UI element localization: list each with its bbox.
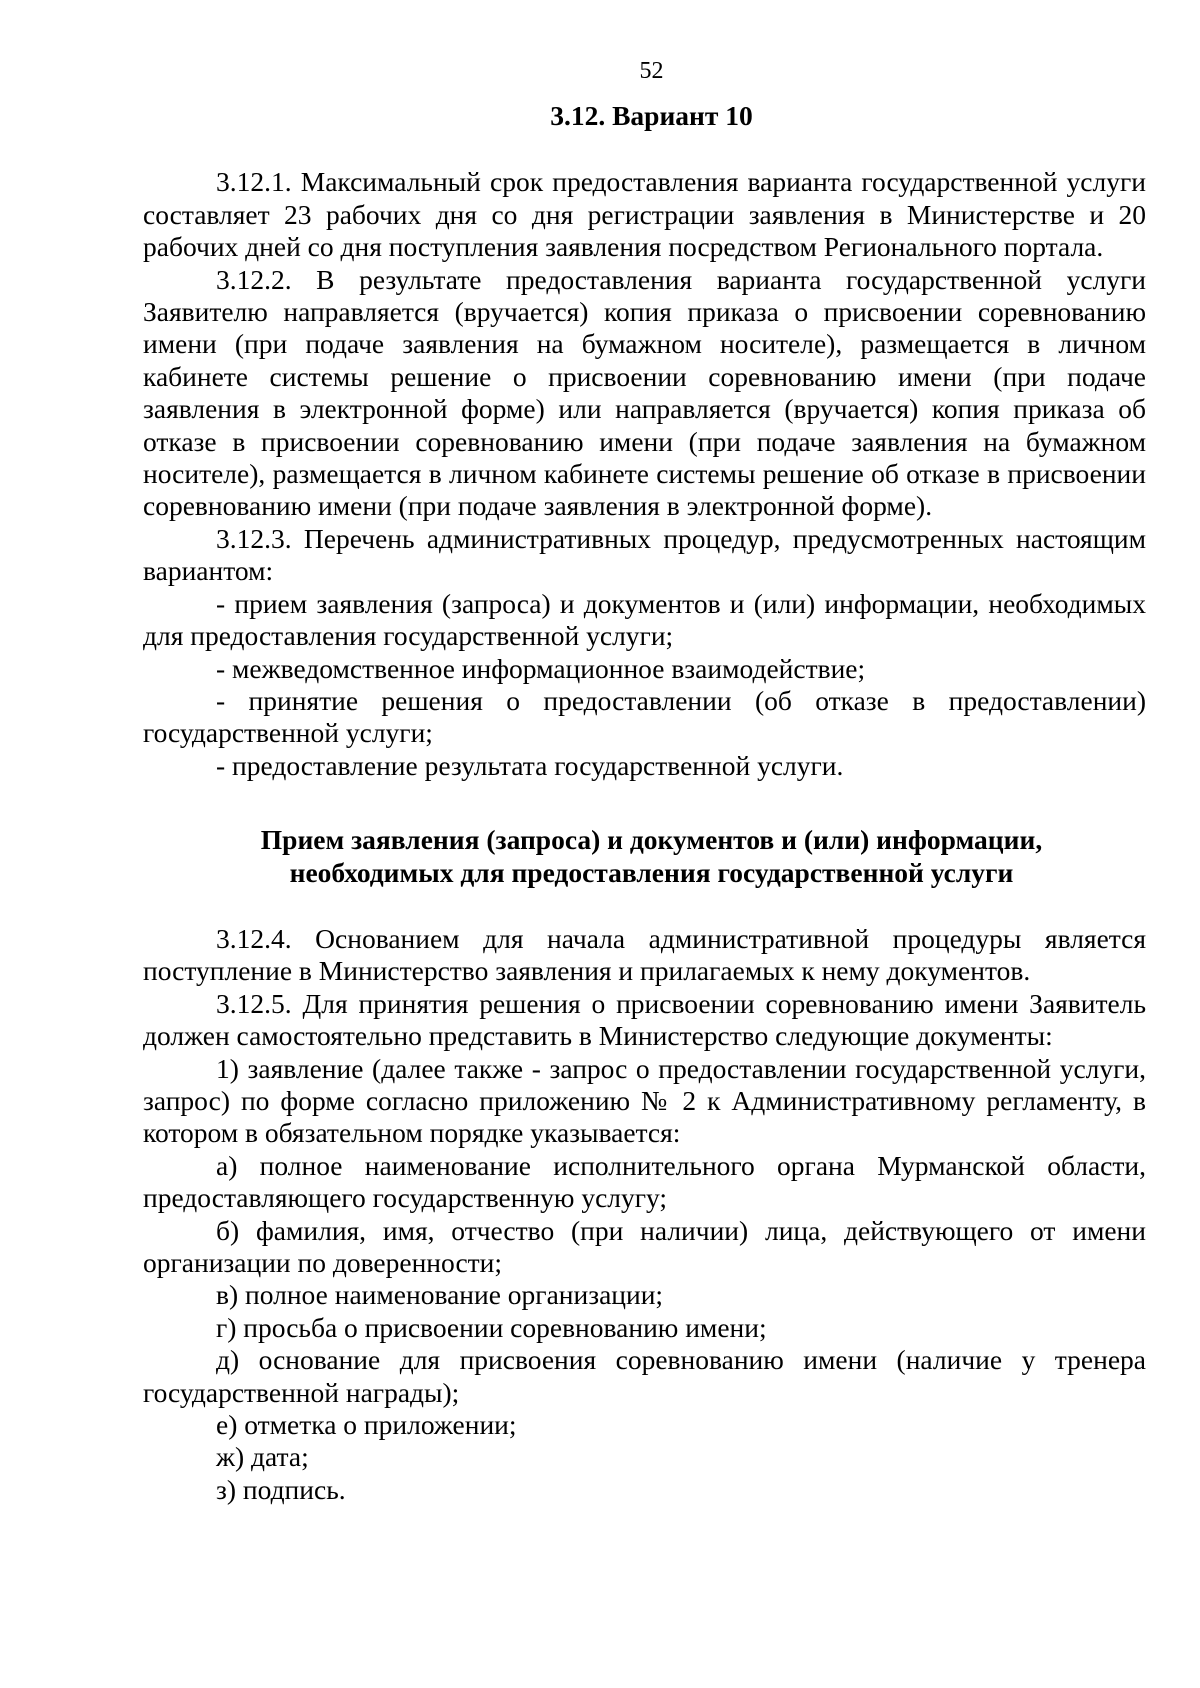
page-number: 52 — [639, 58, 664, 84]
section-title: 3.12. Вариант 10 — [550, 100, 753, 131]
paragraph-3-12-4: 3.12.4. Основанием для начала административной процедуры является поступление в Министерство заявления и прилагаемых к нему документов. — [143, 922, 1146, 987]
list-item-b: б) фамилия, имя, отчество (при наличии) лица, действующего от имени организации по доверенности; — [143, 1214, 1146, 1278]
list-item-e: е) отметка о приложении; — [216, 1409, 517, 1441]
list-item-g: г) просьба о присвоении соревнованию имени; — [216, 1311, 767, 1343]
list-item-z: з) подпись. — [216, 1473, 346, 1505]
list-item-d: д) основание для присвоения соревнованию имени (наличие у тренера государственной награды); — [143, 1344, 1146, 1408]
list-item-a: а) полное наименование исполнительного органа Мурманской области, предоставляющего государственную услугу; — [143, 1149, 1146, 1214]
list-item-procedure-3: - принятие решения о предоставлении (об отказе в предоставлении) государственной услуги; — [143, 684, 1146, 749]
paragraph-3-12-3: 3.12.3. Перечень административных процедур, предусмотренных настоящим вариантом: — [143, 522, 1146, 587]
list-item-application: 1) заявление (далее также - запрос о предоставлении государственной услуги, запрос) по форме согласно приложению № 2 к Административному регламенту, в котором в обязательном порядке указывается: — [143, 1052, 1146, 1149]
paragraph-3-12-2: 3.12.2. В результате предоставления варианта государственной услуги Заявителю направляется (вручается) копия приказа о присвоении соревнованию имени (при подаче заявления на бумажном носителе), размещается в личном кабинете системы решение о присвоении соревнованию имени (при подаче заявления в электронной форме) или направляется (вручается) копия приказа об отказе в присвоении соревнованию имени (при подаче заявления на бумажном носителе), размещается в личном кабинете системы решение об отказе в присвоении соревнованию имени (при подаче заявления в электронной форме). — [143, 263, 1146, 522]
paragraph-3-12-5: 3.12.5. Для принятия решения о присвоении соревнованию имени Заявитель должен самостоятельно представить в Министерство следующие документы: — [143, 987, 1146, 1052]
paragraph-3-12-1: 3.12.1. Максимальный срок предоставления варианта государственной услуги составляет 23 рабочих дня со дня регистрации заявления в Министерстве и 20 рабочих дней со дня поступления заявления посредством Регионального портала. — [143, 166, 1146, 263]
list-item-procedure-2: - межведомственное информационное взаимодействие; — [216, 652, 866, 684]
subsection-title-line-1: Прием заявления (запроса) и документов и (или) информации, — [260, 824, 1043, 856]
subsection-title-line-2: необходимых для предоставления государственной услуги — [289, 856, 1014, 888]
list-item-procedure-1: - прием заявления (запроса) и документов и (или) информации, необходимых для предоставления государственной услуги; — [143, 587, 1146, 652]
list-item-v: в) полное наименование организации; — [216, 1279, 664, 1311]
subsection-title — [143, 824, 1146, 889]
list-item-zh: ж) дата; — [216, 1441, 309, 1473]
list-item-procedure-4: - предоставление результата государственной услуги. — [216, 749, 844, 781]
